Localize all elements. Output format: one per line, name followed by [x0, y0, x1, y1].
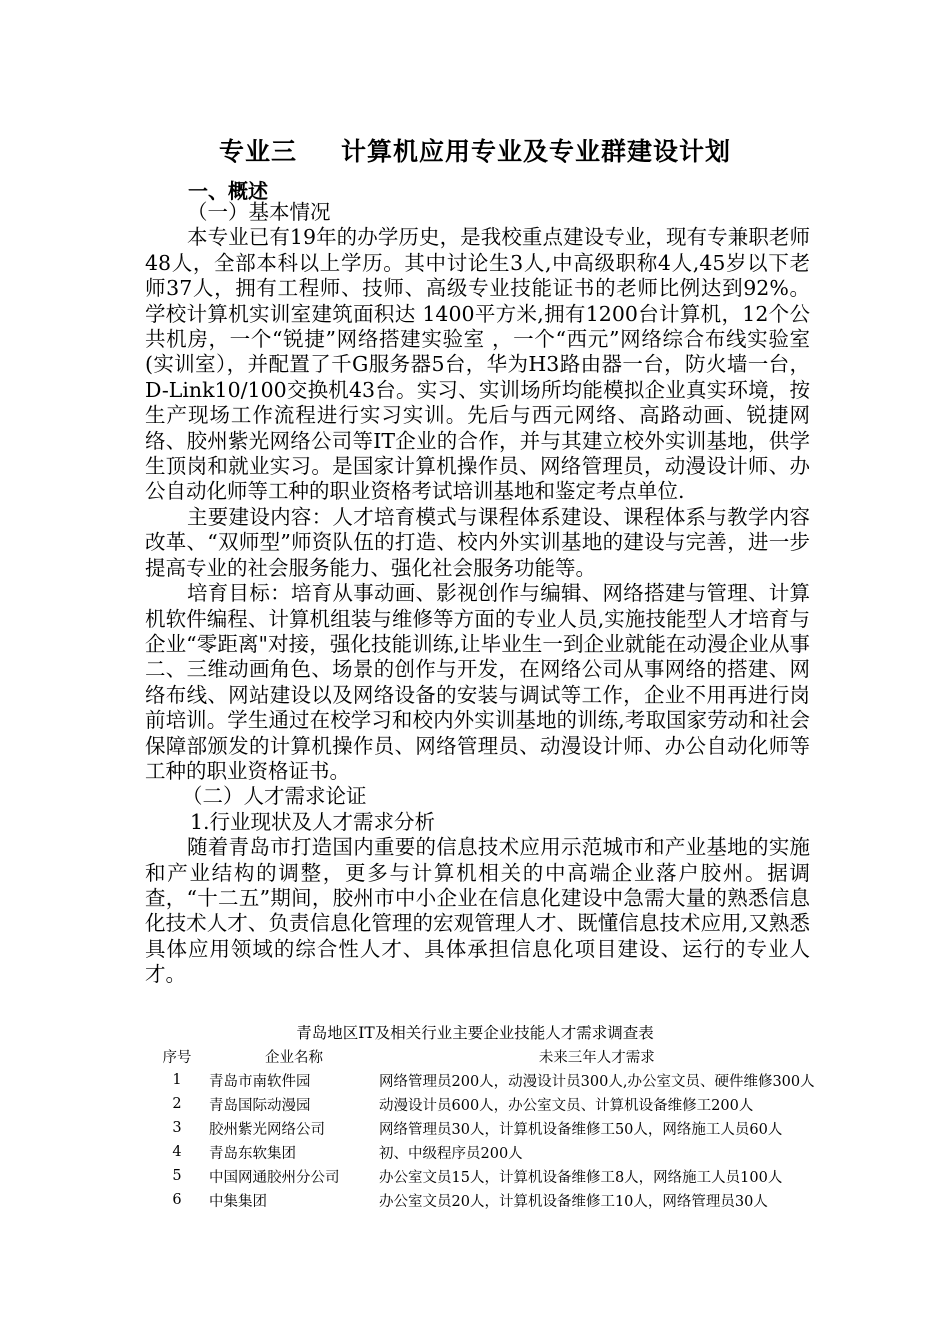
title-text: 计算机应用专业及专业群建设计划 — [341, 137, 732, 166]
paragraph-basic-info: 本专业已有19年的办学历史，是我校重点建设专业，现有专兼职老师48人，全部本科以上学历。其中讨论生3人,中高级职称4人,45岁以下老师37人，拥有工程师、技师、高级专业技能证书的老师比例达到92%。学校计算机实训室建筑面积达 1400平方米,拥有1200台计算机，12个公共机房，一个“锐捷”网络搭建实验室 ，一个“西元”网络综合布线实验室(实训室），并配置了千G服务器5台，华为H3路由器一台，防火墙一台，D-Link10/100交换机43台。实习、实训场所均能模拟企业真实环境，按生产现场工作流程进行实习实训。先后与西元网络、高路动画、锐捷网络、胶州紫光网络公司等IT企业的合作，并与其建立校外实训基地，供学生顶岗和就业实习。是国家计算机操作员、网络管理员，动漫设计师、办公自动化师等工种的职业资格考试培训基地和鉴定考点单位. — [145, 225, 810, 504]
cell-demand: 网络管理员200人，动漫设计员300人,办公室文员、硬件维修300人 — [379, 1073, 815, 1090]
page-title — [0, 132, 950, 168]
header-index: 序号 — [162, 1049, 192, 1066]
table-row — [145, 1188, 815, 1212]
cell-company: 青岛东软集团 — [209, 1145, 296, 1162]
cell-index: 4 — [172, 1144, 182, 1160]
cell-index: 6 — [172, 1192, 182, 1208]
table-row — [145, 1140, 815, 1164]
table-caption: 青岛地区IT及相关行业主要企业技能人才需求调查表 — [296, 1024, 654, 1042]
header-company: 企业名称 — [265, 1049, 323, 1066]
cell-demand: 办公室文员20人，计算机设备维修工10人，网络管理员30人 — [379, 1193, 768, 1210]
subheading-talent-demand: （二）人才需求论证 — [182, 784, 367, 809]
cell-index: 2 — [172, 1096, 182, 1112]
cell-company: 中国网通胶州分公司 — [209, 1169, 340, 1186]
subheading-industry-status: 1.行业现状及人才需求分析 — [190, 809, 436, 834]
cell-demand: 初、中级程序员200人 — [379, 1145, 523, 1162]
cell-company: 中集集团 — [209, 1193, 267, 1210]
cell-company: 胶州紫光网络公司 — [209, 1121, 325, 1138]
cell-demand: 动漫设计员600人，办公室文员、计算机设备维修工200人 — [379, 1097, 754, 1114]
cell-index: 1 — [172, 1072, 182, 1088]
paragraph-training-goal: 培育目标：培育从事动画、影视创作与编辑、网络搭建与管理、计算机软件编程、计算机组装与维修等方面的专业人员,实施技能型人才培育与企业“零距离"对接，强化技能训练,让毕业生一到企业就能在动漫企业从事二、三维动画角色、场景的创作与开发，在网络公司从事网络的搭建、网络布线、网站建设以及网络设备的安装与调试等工作，企业不用再进行岗前培训。学生通过在校学习和校内外实训基地的训练,考取国家劳动和社会保障部颁发的计算机操作员、网络管理员、动漫设计师、办公自动化师等工种的职业资格证书。 — [145, 581, 810, 783]
cell-demand: 办公室文员15人，计算机设备维修工8人，网络施工人员100人 — [379, 1169, 783, 1186]
cell-company: 青岛国际动漫园 — [209, 1097, 311, 1114]
table-row — [145, 1164, 815, 1188]
paragraph-construction-content: 主要建设内容：人才培育模式与课程体系建设、课程体系与教学内容改革、“双师型”师资队伍的打造、校内外实训基地的建设与完善，进一步提高专业的社会服务能力、强化社会服务功能等。 — [145, 504, 810, 580]
cell-index: 5 — [172, 1168, 182, 1184]
cell-company: 青岛市南软件园 — [209, 1073, 311, 1090]
header-demand: 未来三年人才需求 — [538, 1049, 655, 1066]
table-row — [145, 1092, 815, 1116]
cell-demand: 网络管理员30人，计算机设备维修工50人，网络施工人员60人 — [379, 1121, 783, 1138]
paragraph-industry-analysis: 随着青岛市打造国内重要的信息技术应用示范城市和产业基地的实施和产业结构的调整，更多与计算机相关的中高端企业落户胶州。据调查，“十二五”期间，胶州市中小企业在信息化建设中急需大量的熟悉信息化技术人才、负责信息化管理的宏观管理人才、既懂信息技术应用,又熟悉具体应用领域的综合性人才、具体承担信息化项目建设、运行的专业人才。 — [145, 835, 810, 987]
talent-demand-table — [145, 1044, 815, 1212]
table-header-row — [145, 1044, 815, 1068]
document-body — [145, 200, 810, 988]
subheading-basic-info: （一）基本情况 — [187, 200, 331, 224]
title-part-number: 专业三 — [218, 137, 297, 166]
table-row — [145, 1116, 815, 1140]
cell-index: 3 — [172, 1120, 182, 1136]
table-row — [145, 1068, 815, 1092]
section-heading-overview: 一、概述 — [188, 179, 268, 203]
